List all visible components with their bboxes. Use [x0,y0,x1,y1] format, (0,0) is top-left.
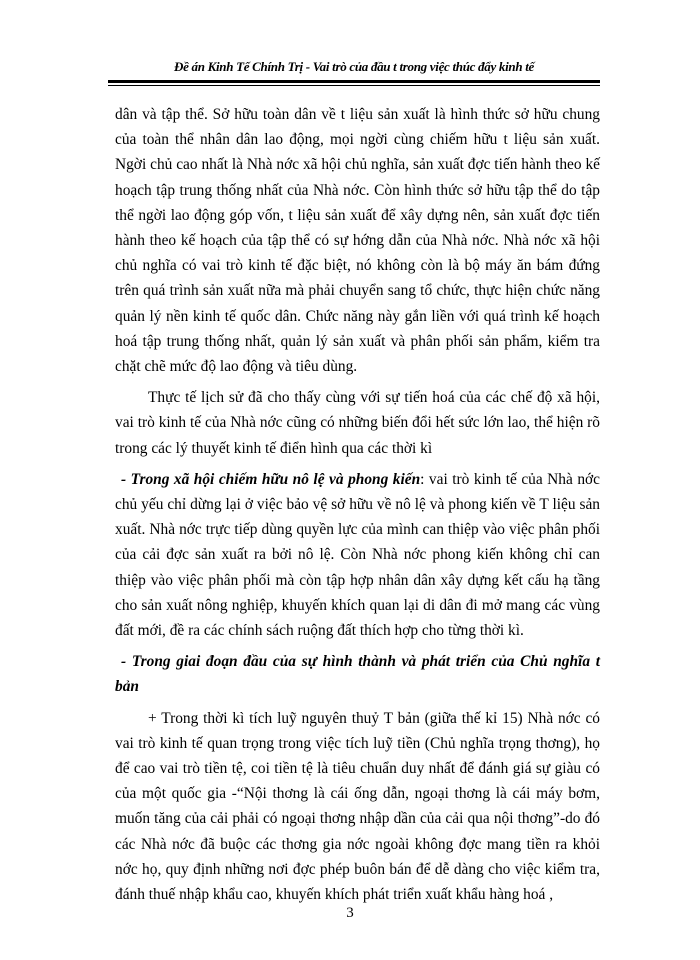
bullet-early-capitalism: - Trong giai đoạn đầu của sự hình thành và phát triển của Chủ nghĩa t bản [115,653,600,696]
running-header: Đề án Kinh Tế Chính Trị - Vai trò của đầu t trong việc thúc đẩy kinh tế [174,59,534,74]
bullet-slavery-feudal-label: - Trong xã hội chiếm hữu nô lệ và phong kiến [121,470,421,488]
header-rule-thick [108,80,600,83]
page-body [115,102,600,907]
paragraph-primitive-accumulation: + Trong thời kì tích luỹ nguyên thuỷ T bản (giữa thế kỉ 15) Nhà nớc có vai trò kinh tế quan trọng trong việc tích luỹ tiền (Chủ nghĩa trọng thơng), họ để cao vai trò tiền tệ, coi tiền tệ là tiêu chuẩn duy nhất để đánh giá sự giàu có của một quốc gia -“Nội thơng là cái ống dẫn, ngoại thơng là cái máy bơm, muốn tăng của cải phải có ngoại thơng nhập dần của cải qua nội thơng”-do đó các Nhà nớc đã buộc các thơng gia nớc ngoài không đợc mang tiền ra khỏi nớc họ, quy định những nơi đợc phép buôn bán để dễ dàng cho việc kiểm tra, đánh thuế nhập khẩu cao, khuyến khích phát triển xuất khẩu hàng hoá , [115,709,600,904]
bullet-slavery-feudal [115,467,600,643]
bullet-slavery-feudal-text: : vai trò kinh tế của Nhà nớc chủ yếu chỉ dừng lại ở việc bảo vệ sở hữu về nô lệ và phong kiến về T liệu sản xuất. Nhà nớc trực tiếp dùng quyền lực của mình can thiệp vào việc phân phối của cải đợc sản xuất ra bởi nô lệ. Còn Nhà nớc phong kiến không chỉ can thiệp vào việc phân phối mà còn tập hợp nhân dân xây dựng kết cấu hạ tầng cho sản xuất nông nghiệp, khuyến khích quan lại di dân đi mở mang các vùng đất mới, đề ra các chính sách ruộng đất thích hợp cho từng thời kì. [115,470,600,640]
header-rule-thin [108,85,600,86]
page-number: 3 [346,905,354,921]
paragraph-1: dân và tập thể. Sở hữu toàn dân về t liệu sản xuất là hình thức sở hữu chung của toàn thể nhân dân lao động, mọi ngời cùng chiếm hữu t liệu sản xuất. Ngời chủ cao nhất là Nhà nớc xã hội chủ nghĩa, sản xuất đợc tiến hành theo kế hoạch tập trung thống nhất của Nhà nớc. Còn hình thức sở hữu tập thể do tập thể ngời lao động góp vốn, t liệu sản xuất để xây dựng nên, sản xuất đợc tiến hành theo kế hoạch của tập thể có sự hớng dẫn của Nhà nớc. Nhà nớc xã hội chủ nghĩa có vai trò kinh tế đặc biệt, nó không còn là bộ máy ăn bám đứng trên quá trình sản xuất nữa mà phải chuyển sang tổ chức, thực hiện chức năng quản lý nền kinh tế quốc dân. Chức năng này gắn liền với quá trình kế hoạch hoá tập trung thống nhất, quản lý sản xuất và phân phối sản phẩm, kiểm tra chặt chẽ mức độ lao động và tiêu dùng. [115,106,600,376]
paragraph-2: Thực tế lịch sử đã cho thấy cùng với sự tiến hoá của các chế độ xã hội, vai trò kinh tế của Nhà nớc cũng có những biến đổi hết sức lớn lao, thể hiện rõ trong các lý thuyết kinh tế điển hình qua các thời kì [115,389,600,457]
